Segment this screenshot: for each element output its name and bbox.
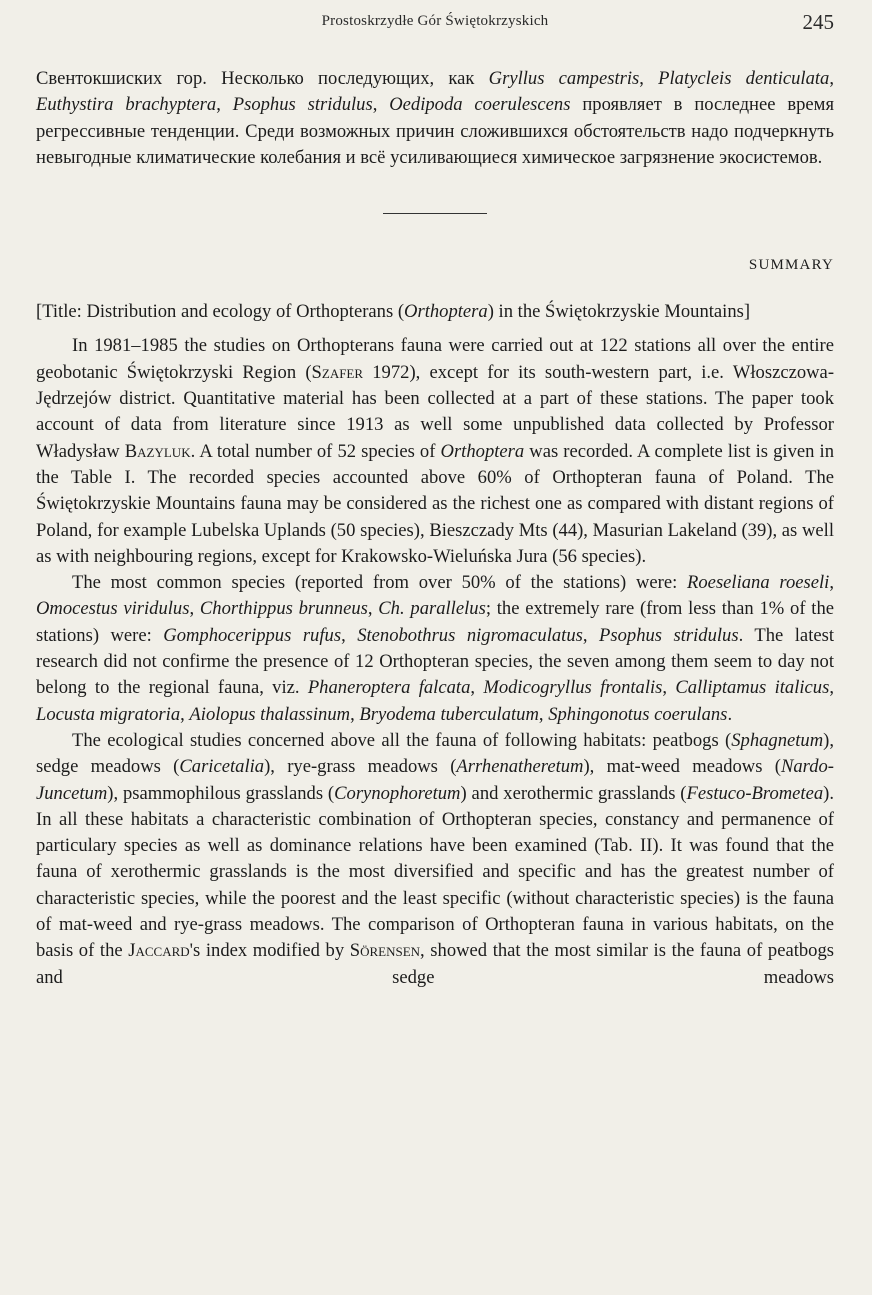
italic-term: Platycleis denticulata xyxy=(658,68,830,89)
italic-term: Ch. parallelus xyxy=(378,598,486,620)
text-run: , xyxy=(189,598,200,620)
text-run: 's index modified by xyxy=(189,940,350,962)
italic-term: Orthoptera xyxy=(404,301,488,323)
italic-term: Caricetalia xyxy=(179,756,265,778)
separator-rule xyxy=(383,213,487,214)
italic-term: Euthystira brachyptera xyxy=(36,94,217,116)
text-run: . xyxy=(727,703,733,725)
text-run: , xyxy=(829,68,834,89)
summary-paragraph-2 xyxy=(36,570,834,728)
summary-heading: SUMMARY xyxy=(748,257,834,274)
text-run: ) and xerothermic grasslands ( xyxy=(460,782,687,804)
italic-term: Oedipoda coerulescens xyxy=(389,94,571,116)
text-run: , xyxy=(470,677,484,699)
text-run: , xyxy=(662,677,676,699)
author-citation: Szafer xyxy=(311,361,364,383)
summary-paragraph-3 xyxy=(36,728,834,991)
page-number: 245 xyxy=(802,10,834,34)
text-run: , xyxy=(341,624,358,646)
italic-term: Corynophoretum xyxy=(334,782,461,804)
italic-term: Stenobothrus nigromaculatus xyxy=(357,624,583,646)
italic-term: Aiolopus thalassinum xyxy=(189,703,351,725)
text-run: . The latest research did not confirme the presence of 12 Orthopteran species, the seven among them seem to day not belong to the regional fauna, viz. xyxy=(36,624,835,699)
summary-paragraph-1 xyxy=(36,333,834,570)
section-separator xyxy=(36,171,834,257)
italic-term: Orthoptera xyxy=(440,440,525,462)
italic-term: Chorthippus brunneus xyxy=(199,598,368,620)
running-title: Prostoskrzydłe Gór Świętokrzyskich xyxy=(321,13,549,29)
text-run: , xyxy=(582,624,599,646)
text-run: проявляет в последнее время регрессивные тенденции. Среди возможных причин сложившихся обстоятельств надо подчеркнуть невыгодные климатические колебания и всё усиливающиеся химическое загрязнение экосистемов. xyxy=(36,94,835,168)
text-run: In 1981–1985 the studies on Orthopterans fauna were carried out at 122 stations all over the entire geobotanic Świętokrzyski Region ( xyxy=(36,335,834,383)
text-run: , xyxy=(367,598,379,620)
italic-term: Psophus stridulus xyxy=(232,94,373,116)
text-run: , xyxy=(180,703,190,725)
text-run: , xyxy=(372,94,390,116)
text-run: , showed that the most similar is the fauna of peatbogs and sedge meadows xyxy=(36,940,834,988)
italic-term: Psophus stridulus xyxy=(599,624,739,646)
article-body xyxy=(36,66,834,991)
text-run: 1972), except for its south-western part, i.e. Włoszczowa-Jędrzejów district. Quantitative material has been collected at a part of these stations. The paper took account of data from literature since 1913 as well some unpublished data collected by Professor Władysław xyxy=(36,361,835,462)
russian-summary-paragraph xyxy=(36,66,834,171)
text-run: , xyxy=(829,572,834,594)
italic-term: Sphingonotus coerulans xyxy=(548,703,728,725)
italic-term: Gryllus campestris xyxy=(488,68,640,89)
text-run: The most common species (reported from over 50% of the stations) were: xyxy=(72,572,688,594)
italic-term: Arrhenatheretum xyxy=(456,756,584,778)
italic-term: Locusta migratoria xyxy=(36,703,181,725)
author-citation: Bazyluk xyxy=(124,440,191,462)
text-run: Свентокшиских гор. Несколько последующих, как xyxy=(36,68,489,89)
italic-term: Roeseliana roeseli xyxy=(687,572,830,594)
text-run: , xyxy=(350,703,360,725)
text-run: was recorded. A complete list is given in the Table I. The recorded species accounted above 60% of Orthopteran fauna of Poland. The Świętokrzyskie Mountains fauna may be considered as the richest one as compared with distant regions of Poland, for example Lubelska Uplands (50 species), Bieszczady Mts (44), Masurian Lakeland (39), as well as with neighbouring regions, except for Krakowsko-Wieluńska Jura (56 species). xyxy=(36,440,834,567)
text-run: ), rye-grass meadows ( xyxy=(264,756,457,778)
italic-term: Gomphocerippus rufus xyxy=(163,624,342,646)
text-run: ) in the Świętokrzyskie Mountains] xyxy=(487,301,751,323)
text-run: , xyxy=(216,94,233,116)
italic-term: Modicogryllus frontalis xyxy=(483,677,663,699)
text-run: , xyxy=(829,677,834,699)
text-run: ). In all these habitats a characteristic combination of Orthopteran species, constancy and permanence of particulary species as well as dominance relations have been examined (Tab. II). It was found that the fauna of xerothermic grasslands is the most diversified and specific and has the greatest number of characteristic species, while the poorest and the least specific (without characteristic species) is the fauna of mat-weed and rye-grass meadows. The comparison of Orthopteran fauna in various habitats, on the basis of the xyxy=(36,782,834,962)
text-run: , xyxy=(639,68,659,89)
text-run: ; the extremely rare (from less than 1% of the stations) were: xyxy=(36,598,835,646)
italic-term: Nardo-Juncetum xyxy=(36,756,834,804)
italic-term: Sphagnetum xyxy=(731,729,824,751)
text-run: ), psammophilous grasslands ( xyxy=(107,782,335,804)
author-citation: Jaccard xyxy=(128,940,190,962)
italic-term: Bryodema tuberculatum xyxy=(359,703,539,725)
text-run: ), sedge meadows ( xyxy=(36,729,834,778)
text-run: . A total number of 52 species of xyxy=(190,440,441,462)
text-run: ), mat-weed meadows ( xyxy=(583,756,781,778)
italic-term: Phaneroptera falcata xyxy=(307,677,471,699)
text-run: [Title: Distribution and ecology of Orthopterans ( xyxy=(36,301,405,323)
running-head xyxy=(36,10,834,36)
italic-term: Omocestus viridulus xyxy=(36,598,190,620)
text-run: , xyxy=(538,703,549,725)
author-citation: Sörensen xyxy=(349,940,421,962)
italic-term: Festuco-Brometea xyxy=(686,782,824,804)
text-run: The ecological studies concerned above all the fauna of following habitats: peatbogs ( xyxy=(72,729,732,751)
italic-term: Calliptamus italicus xyxy=(675,677,830,699)
english-title-paragraph xyxy=(36,299,834,325)
